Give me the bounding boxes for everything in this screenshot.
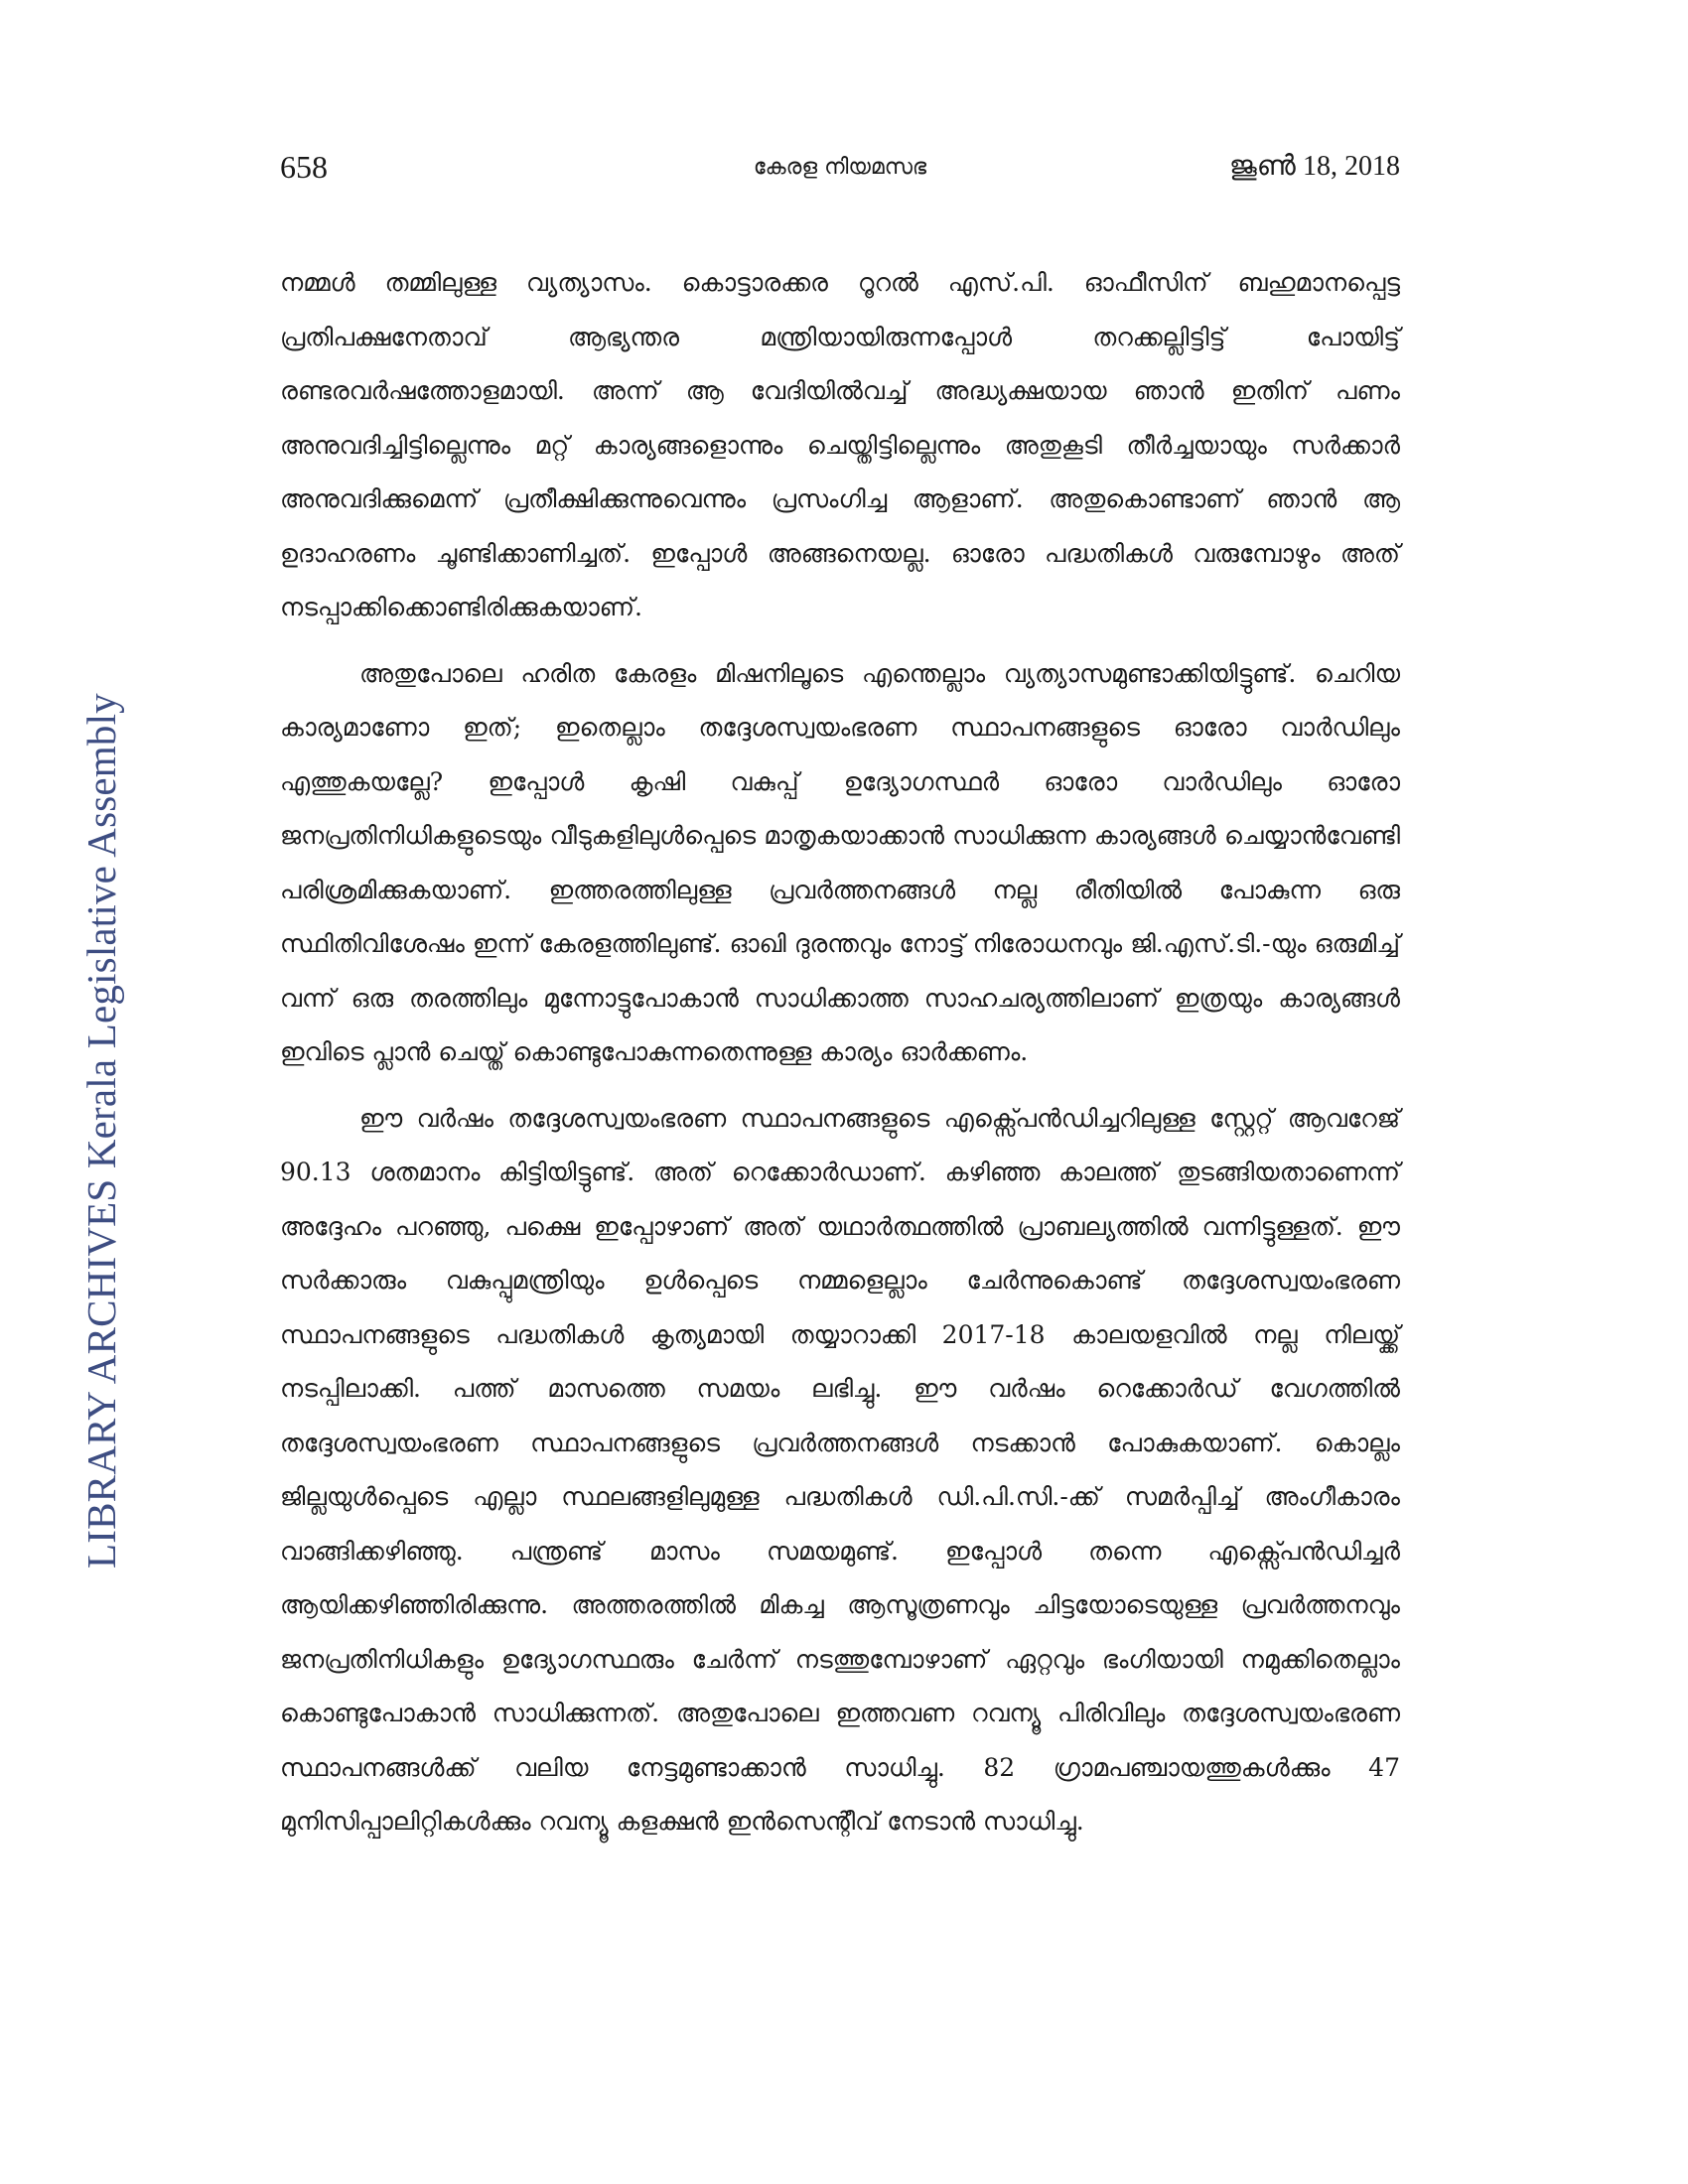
body-text [280,256,1400,1861]
paragraph-3: ഈ വർഷം തദ്ദേശസ്വയംഭരണ സ്ഥാപനങ്ങളുടെ എക്സ്പെൻഡിച്ചറിലുള്ള സ്റ്റേറ്റ് ആവറേജ് 90.13 ശതമാനം കിട്ടിയിട്ടുണ്ട്. അത് റെക്കോർഡാണ്. കഴിഞ്ഞ കാലത്ത് തുടങ്ങിയതാണെന്ന് അദ്ദേഹം പറഞ്ഞു, പക്ഷെ ഇപ്പോഴാണ് അത് യഥാർത്ഥത്തിൽ പ്രാബല്യത്തിൽ വന്നിട്ടുള്ളത്. ഈ സർക്കാരും വകുപ്പുമന്ത്രിയും ഉൾപ്പെടെ നമ്മളെല്ലാം ചേർന്നുകൊണ്ട് തദ്ദേശസ്വയംഭരണ സ്ഥാപനങ്ങളുടെ പദ്ധതികൾ കൃത്യമായി തയ്യാറാക്കി 2017-18 കാലയളവിൽ നല്ല നിലയ്ക്ക് നടപ്പിലാക്കി. പത്ത് മാസത്തെ സമയം ലഭിച്ചു. ഈ വർഷം റെക്കോർഡ് വേഗത്തിൽ തദ്ദേശസ്വയംഭരണ സ്ഥാപനങ്ങളുടെ പ്രവർത്തനങ്ങൾ നടക്കാൻ പോകുകയാണ്. കൊല്ലം ജില്ലയുൾപ്പെടെ എല്ലാ സ്ഥലങ്ങളിലുമുള്ള പദ്ധതികൾ ഡി.പി.സി.-ക്ക് സമർപ്പിച്ച് അംഗീകാരം വാങ്ങിക്കഴിഞ്ഞു. പന്ത്രണ്ട് മാസം സമയമുണ്ട്. ഇപ്പോൾ തന്നെ എക്സ്പെൻഡിച്ചർ ആയിക്കഴിഞ്ഞിരിക്കുന്നു. അത്തരത്തിൽ മികച്ച ആസൂത്രണവും ചിട്ടയോടെയുള്ള പ്രവർത്തനവും ജനപ്രതിനിധികളും ഉദ്യോഗസ്ഥരും ചേർന്ന് നടത്തുമ്പോഴാണ് ഏറ്റവും ഭംഗിയായി നമുക്കിതെല്ലാം കൊണ്ടുപോകാൻ സാധിക്കുന്നത്. അതുപോലെ ഇത്തവണ റവന്യൂ പിരിവിലും തദ്ദേശസ്വയംഭരണ സ്ഥാപനങ്ങൾക്ക് വലിയ നേട്ടമുണ്ടാക്കാൻ സാധിച്ചു. 82 ഗ്രാമപഞ്ചായത്തുകൾക്കും 47 മുനിസിപ്പാലിറ്റികൾക്കും റവന്യൂ കളക്ഷൻ ഇൻസെന്റീവ് നേടാൻ സാധിച്ചു. [280,1103,1400,1836]
running-title: കേരള നിയമസഭ [753,155,927,180]
page-number: 658 [280,149,328,185]
paragraph-1: നമ്മൾ തമ്മിലുള്ള വ്യത്യാസം. കൊട്ടാരക്കര റൂറൽ എസ്.പി. ഓഫീസിന് ബഹുമാനപ്പെട്ട പ്രതിപക്ഷനേതാവ് ആഭ്യന്തര മന്ത്രിയായിരുന്നപ്പോൾ തറക്കല്ലിട്ടിട്ട് പോയിട്ട് രണ്ടരവർഷത്തോളമായി. അന്ന് ആ വേദിയിൽവച്ച് അദ്ധ്യക്ഷയായ ഞാൻ ഇതിന് പണം അനുവദിച്ചിട്ടില്ലെന്നും മറ്റ് കാര്യങ്ങളൊന്നും ചെയ്തിട്ടില്ലെന്നും അതുകൂടി തീർച്ചയായും സർക്കാർ അനുവദിക്കുമെന്ന് പ്രതീക്ഷിക്കുന്നുവെന്നും പ്രസംഗിച്ച ആളാണ്. അതുകൊണ്ടാണ് ഞാൻ ആ ഉദാഹരണം ചൂണ്ടിക്കാണിച്ചത്. ഇപ്പോൾ അങ്ങനെയല്ല. ഓരോ പദ്ധതികൾ വരുമ്പോഴും അത് നടപ്പാക്കിക്കൊണ്ടിരിക്കുകയാണ്. [280,268,1400,621]
header-date: ജൂൺ 18, 2018 [1229,151,1400,182]
archive-watermark: LIBRARY ARCHIVES Kerala Legislative Assembly [78,693,124,1569]
paragraph-2: അതുപോലെ ഹരിത കേരളം മിഷനിലൂടെ എന്തെല്ലാം വ്യത്യാസമുണ്ടാക്കിയിട്ടുണ്ട്. ചെറിയ കാര്യമാണോ ഇത്; ഇതെല്ലാം തദ്ദേശസ്വയംഭരണ സ്ഥാപനങ്ങളുടെ ഓരോ വാർഡിലും എത്തുകയല്ലേ? ഇപ്പോൾ കൃഷി വകുപ്പ് ഉദ്യോഗസ്ഥർ ഓരോ വാർഡിലും ഓരോ ജനപ്രതിനിധികളുടെയും വീടുകളിലുൾപ്പെടെ മാതൃകയാക്കാൻ സാധിക്കുന്ന കാര്യങ്ങൾ ചെയ്യാൻവേണ്ടി പരിശ്രമിക്കുകയാണ്. ഇത്തരത്തിലുള്ള പ്രവർത്തനങ്ങൾ നല്ല രീതിയിൽ പോകുന്ന ഒരു സ്ഥിതിവിശേഷം ഇന്ന് കേരളത്തിലുണ്ട്. ഓഖി ദുരന്തവും നോട്ട് നിരോധനവും ജി.എസ്.ടി.-യും ഒരുമിച്ച് വന്ന് ഒരു തരത്തിലും മുന്നോട്ടുപോകാൻ സാധിക്കാത്ത സാഹചര്യത്തിലാണ് ഇത്രയും കാര്യങ്ങൾ ഇവിടെ പ്ലാൻ ചെയ്ത് കൊണ്ടുപോകുന്നതെന്നുള്ള കാര്യം ഓർക്കണം. [280,658,1400,1066]
page-header [280,149,1400,199]
